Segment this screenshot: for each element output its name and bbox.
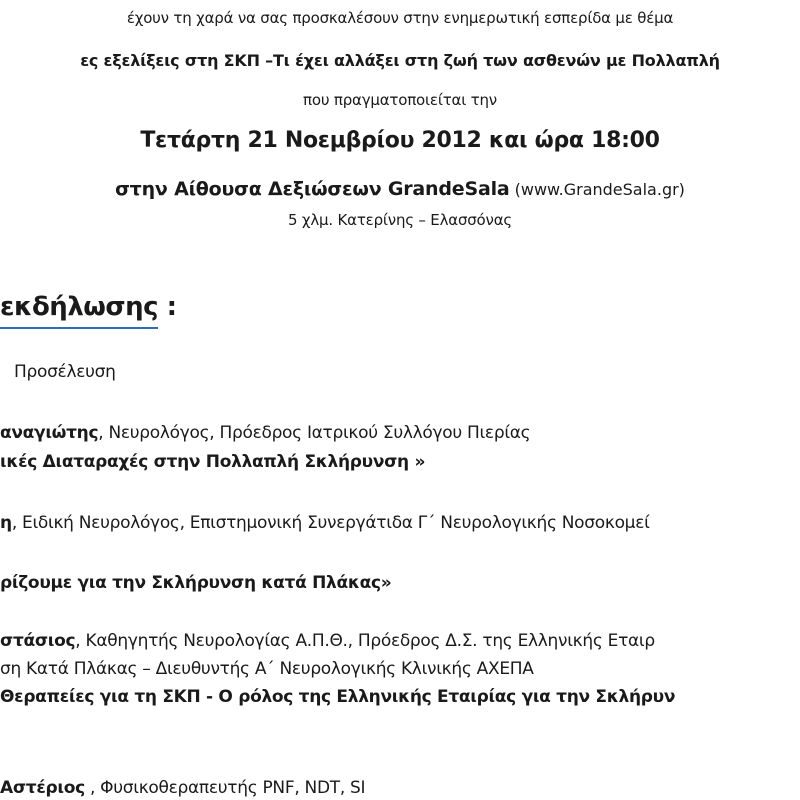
speaker-4-role: , Φυσικοθεραπευτής PNF, NDT, SI — [84, 778, 366, 798]
invitation-intro: έχουν τη χαρά να σας προσκαλέσουν στην ενημερωτική εσπερίδα με θέμα — [126, 9, 674, 27]
speaker-3-talk: Θεραπείες για τη ΣΚΠ - Ο ρόλος της Ελληνικής Εταιρίας για την Σκλήρυν — [0, 687, 676, 707]
heading-underline — [0, 327, 158, 329]
speaker-4-name: Αστέριος — [0, 778, 85, 798]
event-topic: ες εξελίξεις στη ΣΚΠ –Τι έχει αλλάξει στη ζωή των ασθενών με Πολλαπλή — [80, 51, 720, 70]
speaker-3-role-cont: ση Κατά Πλάκας – Διευθυντής Α΄ Νευρολογικής Κλινικής ΑΧΕΠΑ — [0, 659, 534, 679]
event-date-time: Τετάρτη 21 Νοεμβρίου 2012 και ώρα 18:00 — [140, 128, 660, 153]
event-venue — [0, 180, 800, 199]
speaker-1-talk: ικές Διαταραχές στην Πολλαπλή Σκλήρυνση » — [0, 452, 426, 472]
event-held-on: που πραγματοποιείται την — [303, 91, 497, 109]
speaker-3 — [0, 633, 655, 650]
speaker-3-role: , Καθηγητής Νευρολογίας Α.Π.Θ., Πρόεδρος Δ.Σ. της Ελληνικής Εταιρ — [75, 631, 655, 651]
program-arrival: Προσέλευση — [14, 362, 116, 382]
speaker-3-name: στάσιος — [0, 631, 76, 651]
venue-website: (www.GrandeSala.gr) — [514, 180, 685, 199]
venue-name: στην Αίθουσα Δεξιώσεων GrandeSala — [115, 178, 510, 200]
speaker-4 — [0, 780, 365, 797]
speaker-2-talk: ρίζουμε για την Σκλήρυνση κατά Πλάκας» — [0, 573, 392, 593]
speaker-2-name: η — [0, 513, 12, 533]
speaker-1 — [0, 425, 530, 442]
program-heading: εκδήλωσης : — [0, 292, 177, 322]
speaker-2-role: , Ειδική Νευρολόγος, Επιστημονική Συνεργάτιδα Γ΄ Νευρολογικής Νοσοκομεί — [11, 513, 650, 533]
speaker-1-role: , Νευρολόγος, Πρόεδρος Ιατρικού Συλλόγου Πιερίας — [98, 423, 531, 443]
speaker-2 — [0, 515, 650, 532]
speaker-1-name: αναγιώτης — [0, 423, 99, 443]
venue-address: 5 χλμ. Κατερίνης – Ελασσόνας — [287, 211, 513, 229]
